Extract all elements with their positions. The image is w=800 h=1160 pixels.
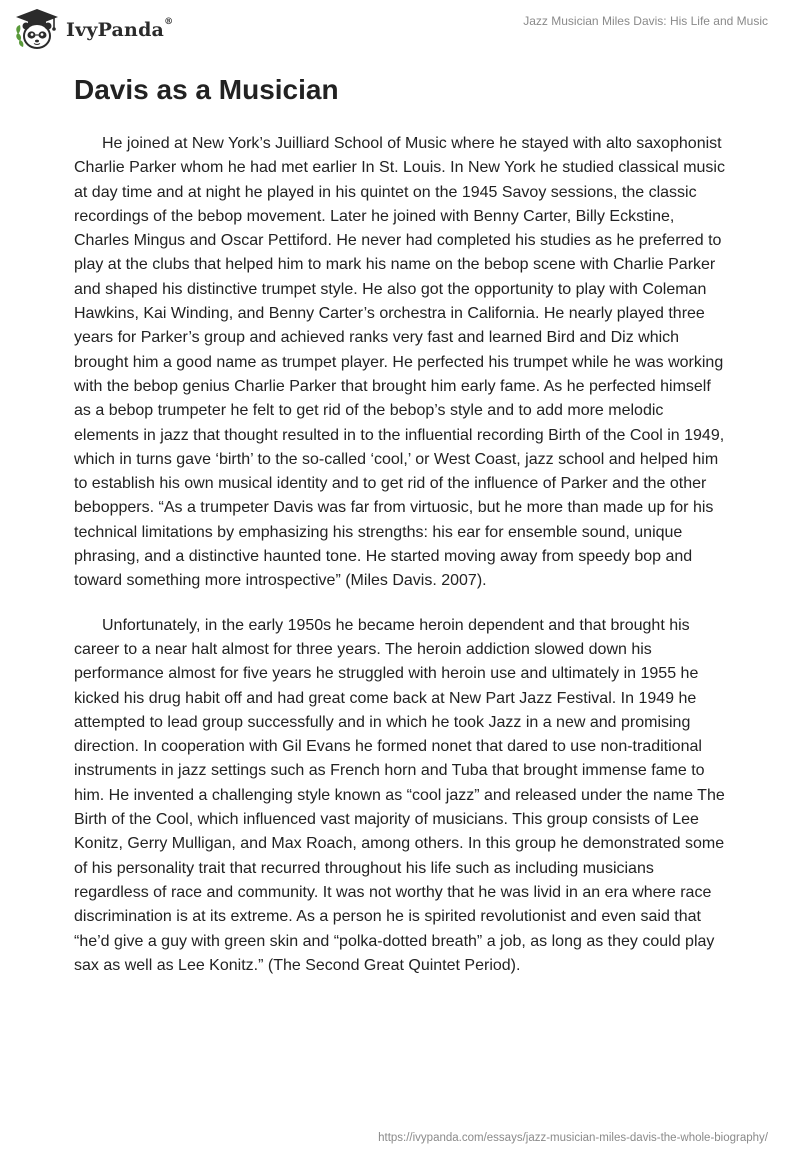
source-url[interactable]: https://ivypanda.com/essays/jazz-musician-miles-davis-the-whole-biography/ — [378, 1132, 768, 1144]
brand-name — [66, 19, 173, 41]
paragraph: He joined at New York’s Juilliard School of Music where he stayed with alto saxophonist Charlie Parker whom he had met earlier In St. Louis. In New York he studied classical music at day time and at night he played in his quintet on the 1945 Savoy sessions, the classic recordings of the bebop movement. Later he joined with Benny Carter, Billy Eckstine, Charles Mingus and Oscar Pettiford. He never had completed his studies as he preferred to play at the clubs that helped him to mark his name on the bebop scene with Charlie Parker and shaped his distinctive trumpet style. He also got the opportunity to play with Coleman Hawkins, Kai Winding, and Benny Carter’s orchestra in California. He nearly played three years for Parker’s group and achieved ranks very fast and learned Bird and Diz which brought him a good name as trumpet player. He perfected his trumpet while he was working with the bebop genius Charlie Parker that brought him early fame. As he perfected himself as a bebop trumpeter he felt to get rid of the bebop’s style and to add more melodic elements in jazz that thought resulted in to the influential recording Birth of the Cool in 1949, which in turns gave ‘birth’ to the so-called ‘cool,’ or West Coast, jazz school and helped him to establish his own musical identity and to get rid of the influence of Parker and the other beboppers. “As a trumpeter Davis was far from virtuosic, but he more than made up for his technical limitations by emphasizing his strengths: his ear for ensemble sound, unique phrasing, and a distinctive haunted tone. He started moving away from speedy bop and toward something more introspective” (Miles Davis. 2007). — [74, 135, 725, 590]
document-title: Jazz Musician Miles Davis: His Life and Music — [523, 14, 768, 28]
page-header — [0, 0, 800, 60]
paragraph: Unfortunately, in the early 1950s he became heroin dependent and that brought his career to a near halt almost for three years. The heroin addiction slowed down his performance almost for five years he struggled with heroin use and ultimately in 1955 he kicked his drug habit off and had great come back at New Part Jazz Festival. In 1949 he attempted to lead group successfully and in which he took Jazz in a new and promising direction. In cooperation with Gil Evans he formed nonet that dared to use non-traditional instruments in jazz settings such as French horn and Tuba that brought immense fame to him. He invented a challenging style known as “cool jazz” and released under the name The Birth of the Cool, which influenced vast majority of musicians. This group consists of Lee Konitz, Gerry Mulligan, and Max Roach, among others. In this group he demonstrated some of his personality trait that recurred throughout his life such as including musicians regardless of race and community. It was not worthy that he was livid in an era where race discrimination is at its extreme. As a person he is spirited revolutionist and even said that “he’d give a guy with green skin and “polka-dotted breath” a job, as long as they could play sax as well as Lee Konitz.” (The Second Great Quintet Period). — [74, 616, 725, 974]
brand-logo[interactable] — [14, 8, 173, 52]
brand-name-text: IvyPanda — [66, 19, 165, 41]
section-heading: Davis as a Musician — [74, 74, 339, 105]
panda-logo-icon — [14, 8, 60, 52]
registered-mark: ® — [164, 17, 174, 27]
article-body — [74, 72, 726, 998]
